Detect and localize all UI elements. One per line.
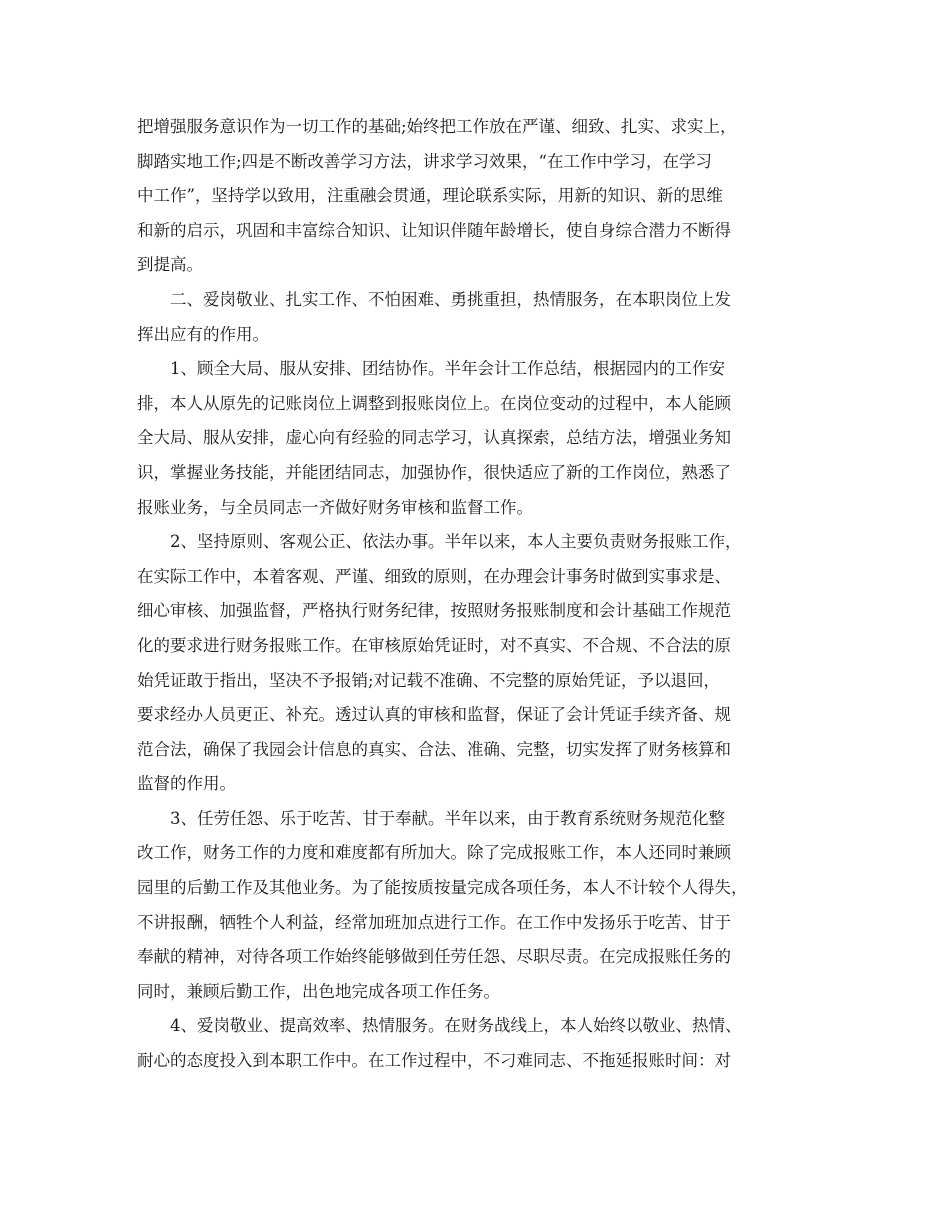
paragraph-item-3: 3、任劳任怨、乐于吃苦、甘于奉献。半年以来，由于教育系统财务规范化整 改工作，财务工作的力度和难度都有所加大。除了完成报账工作，本人还同时兼顾 园里的后勤工作及其他业务。为了能按质按量完成各项任务，本人不计较个人得失， 不讲报酬，牺牲个人利益，经常加班加点进行工作。在工作中发扬乐于吃苦、甘于 奉献的精神，对待各项工作始终能够做到任劳任怨、尽职尽责。在完成报账任务的 同时，兼顾后勤工作，出色地完成各项工作任务。: [137, 808, 748, 1001]
document-body: [137, 110, 822, 1079]
paragraph-item-4: 4、爱岗敬业、提高效率、热情服务。在财务战线上，本人始终以敬业、热情、 耐心的态度投入到本职工作中。在工作过程中，不刁难同志、不拖延报账时间：对: [137, 1016, 742, 1071]
paragraph-continuation: 把增强服务意识作为一切工作的基础;始终把工作放在严谨、细致、扎实、求实上， 脚踏实地工作;四是不断改善学习方法，讲求学习效果，“在工作中学习，在学习 中工作”，坚持学以致用，注重融会贯通，理论联系实际，用新的知识、新的思维 和新的启示，巩固和丰富综合知识、让知识伴随年龄增长，使自身综合潜力不断得 到提高。: [137, 117, 737, 275]
paragraph-item-2: 2、坚持原则、客观公正、依法办事。半年以来，本人主要负责财务报账工作， 在实际工作中，本着客观、严谨、细致的原则，在办理会计事务时做到实事求是、 细心审核、加强监督，严格执行财务纪律，按照财务报账制度和会计基础工作规范 化的要求进行财务报账工作。在审核原始凭证时，对不真实、不合规、不合法的原 始凭证敢于指出，坚决不予报销;对记载不准确、不完整的原始凭证，予以退回， 要求经办人员更正、补充。透过认真的审核和监督，保证了会计凭证手续齐备、规 范合法，确保了我园会计信息的真实、合法、准确、完整，切实发挥了财务核算和 监督的作用。: [137, 532, 742, 794]
paragraph-item-1: 1、顾全大局、服从安排、团结协作。半年会计工作总结，根据园内的工作安 排，本人从原先的记账岗位上调整到报账岗位上。在岗位变动的过程中，本人能顾 全大局、服从安排，虚心向有经验的同志学习，认真探索，总结方法，增强业务知 识，掌握业务技能，并能团结同志，加强协作，很快适应了新的工作岗位，熟悉了 报账业务，与全员同志一齐做好财务审核和监督工作。: [137, 359, 731, 517]
paragraph-section-two: 二、爱岗敬业、扎实工作、不怕困难、勇挑重担，热情服务，在本职岗位上发 挥出应有的作用。: [137, 289, 731, 344]
